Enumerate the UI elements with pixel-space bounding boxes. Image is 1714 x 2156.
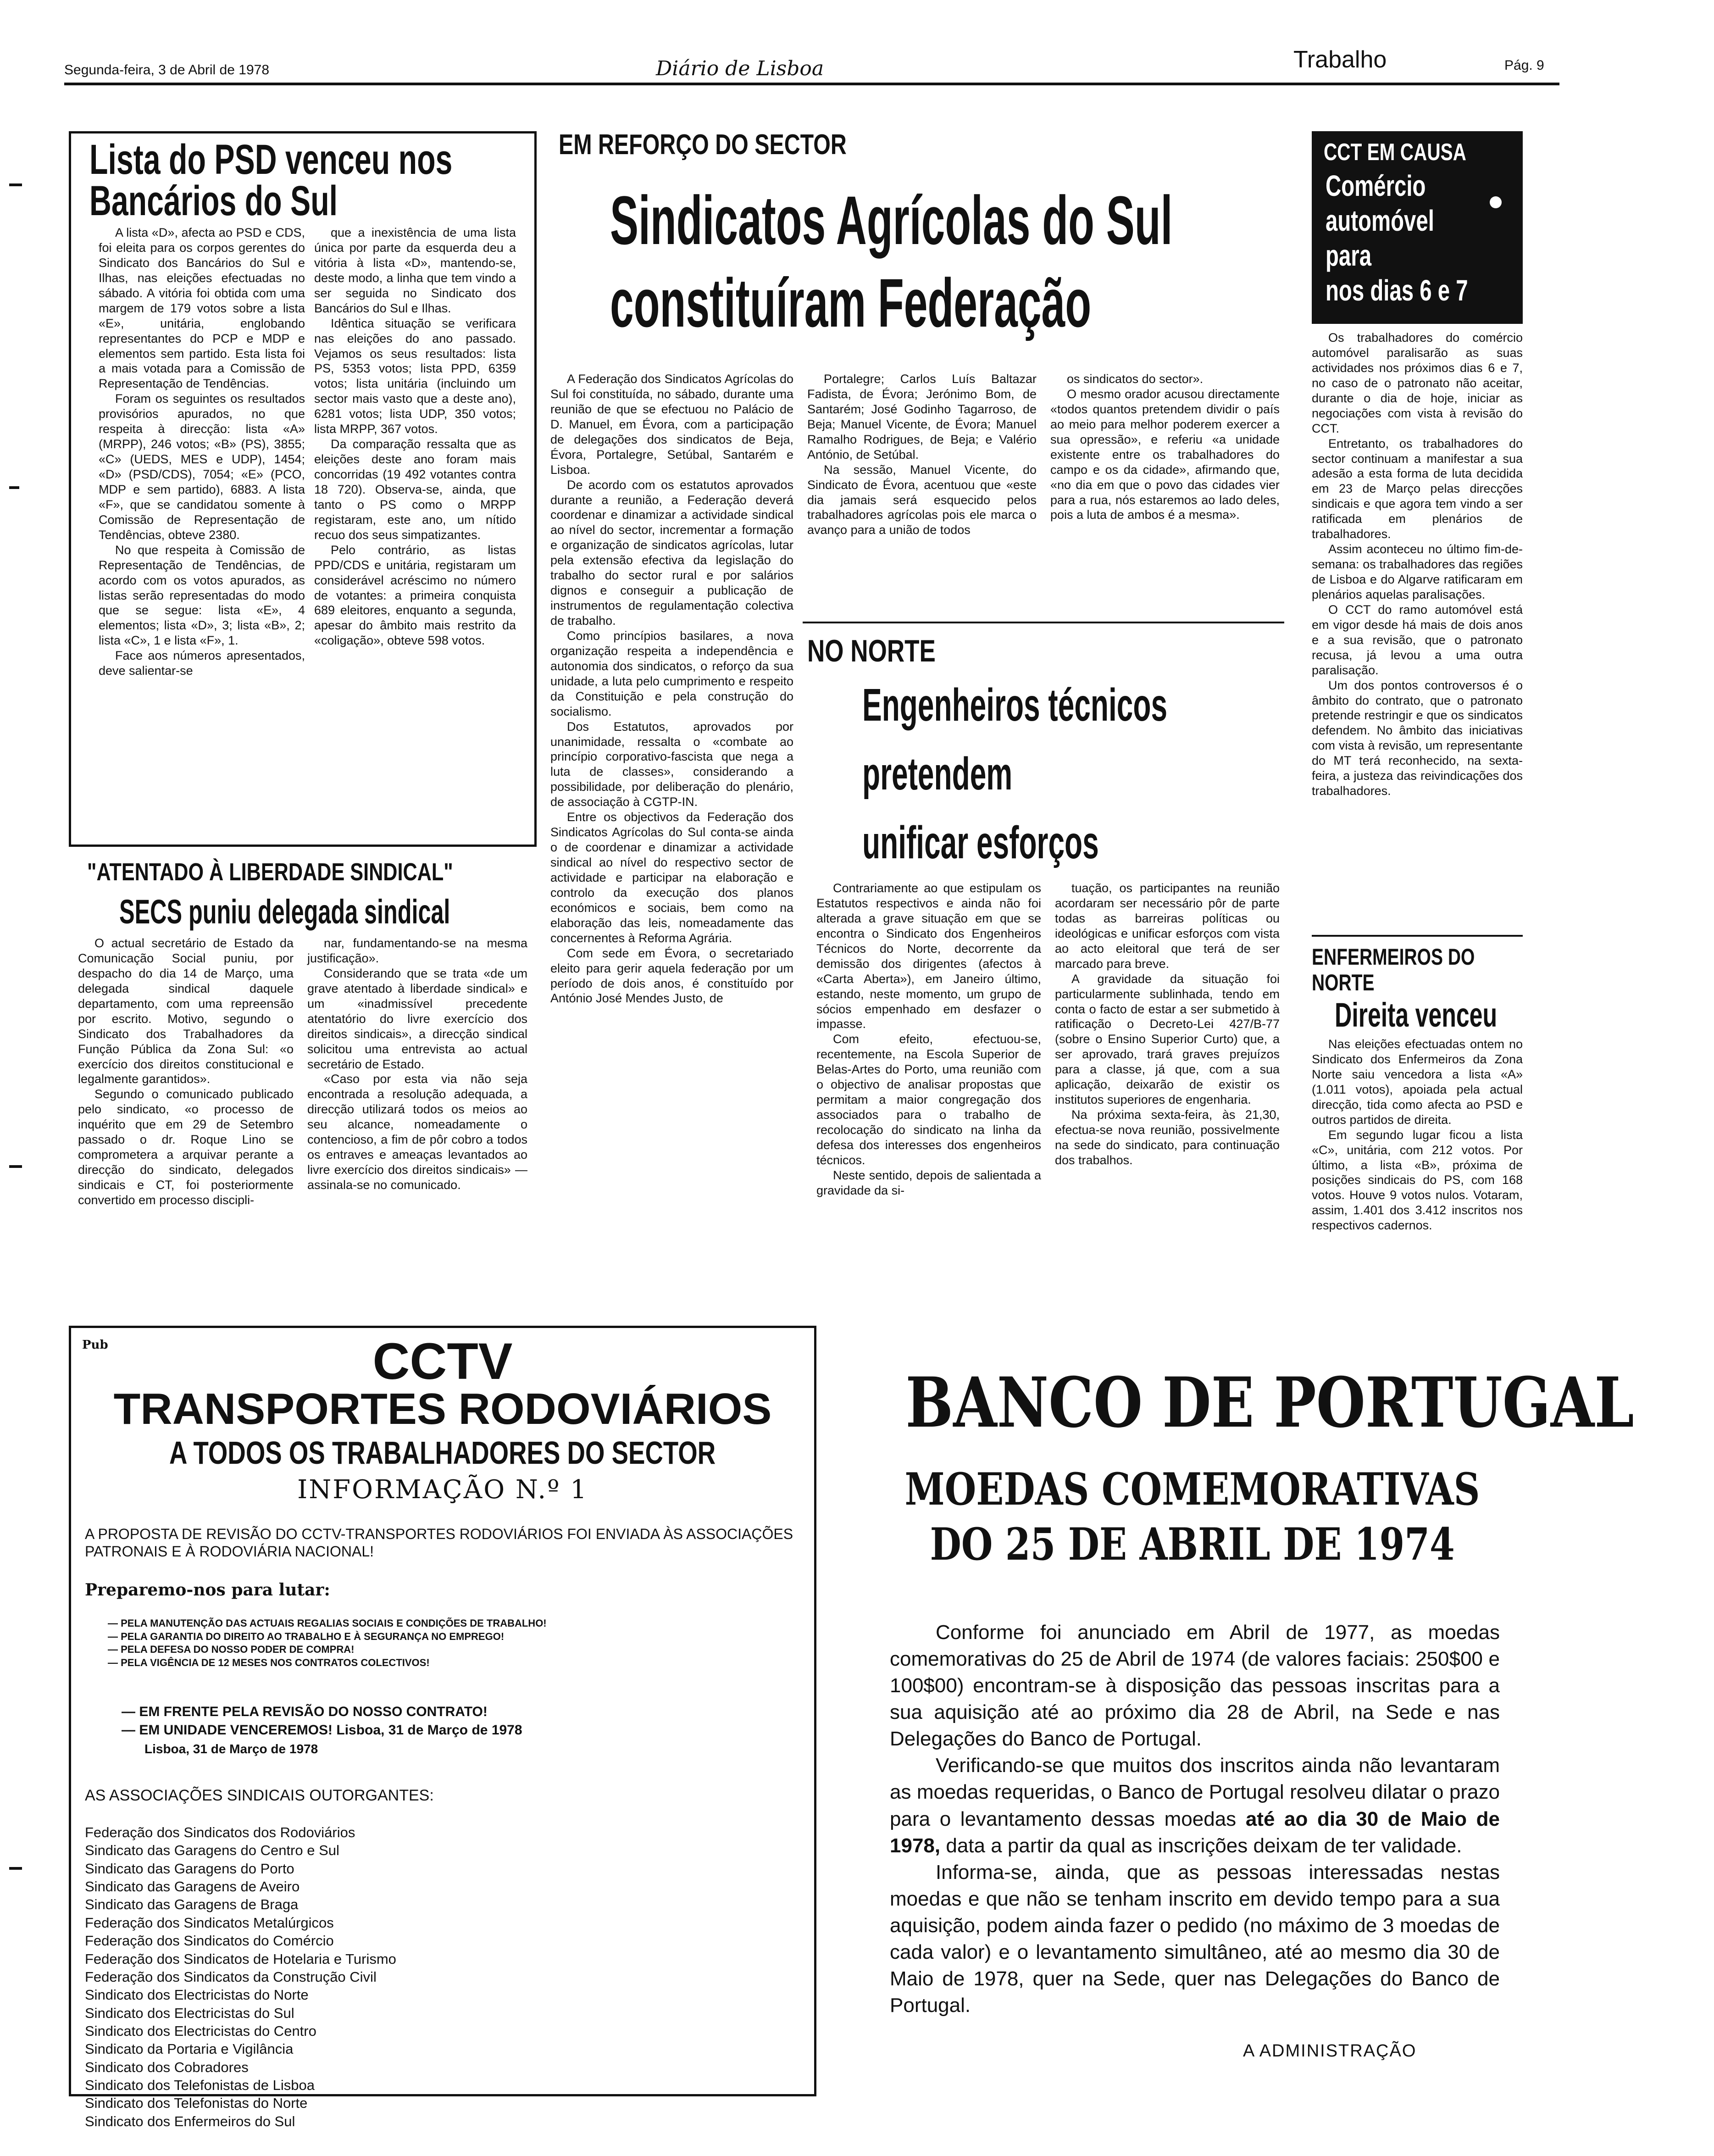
- list-item: Sindicato das Garagens do Centro e Sul: [85, 1842, 339, 1859]
- list-item: Federação dos Sindicatos dos Rodoviários: [85, 1824, 355, 1840]
- list-item: Sindicato dos Electricistas do Sul: [85, 2005, 294, 2021]
- list-item: Sindicato das Garagens de Braga: [85, 1896, 299, 1913]
- cctv-slogan-2: — EM UNIDADE VENCEREMOS! Lisboa, 31 de Março de 1978: [122, 1723, 522, 1738]
- header-date: Segunda-feira, 3 de Abril de 1978: [64, 62, 269, 78]
- margin-mark: [9, 1165, 22, 1168]
- cctv-pub-label: Pub: [82, 1338, 108, 1352]
- banco-signature: A ADMINISTRAÇÃO: [1243, 2041, 1417, 2061]
- banco-ad: [826, 1326, 1634, 2096]
- cct-title-3: para: [1326, 239, 1372, 272]
- list-item: Sindicato das Garagens do Porto: [85, 1860, 294, 1877]
- cctv-slogan-1: — EM FRENTE PELA REVISÃO DO NOSSO CONTRATO!: [122, 1704, 488, 1719]
- secs-article: [69, 858, 537, 1317]
- cct-kicker: CCT EM CAUSA: [1324, 139, 1466, 166]
- psd-article: [69, 131, 537, 847]
- enf-article: [1312, 940, 1523, 1317]
- list-item: Federação dos Sindicatos Metalúrgicos: [85, 1914, 334, 1931]
- margin-mark: [9, 183, 22, 186]
- enf-body: Nas eleições efectuadas ontem no Sindicato dos Enfermeiros da Zona Norte saiu vencedora a lista «A» (1.011 votos), apoiada pela actual direcção, tida como afecta ao PSD e outros partidos de direita. Em segundo lugar ficou a lista «C», unitária, com 212 votos. Por último, a lista «B», próxima de posições sindicais do PS, com 168 votos. Houve 9 votos nulos. Votaram, assim, 1.401 dos 3.412 inscritos nos respectivos cadernos.: [1312, 1037, 1523, 1233]
- column-rule: [1312, 935, 1523, 937]
- enf-title: Direita venceu: [1335, 996, 1498, 1034]
- header-section: Trabalho: [1293, 46, 1387, 73]
- banco-sub-1: MOEDAS COMEMORATIVAS: [905, 1463, 1480, 1515]
- bullet-dot-icon: [1490, 196, 1502, 208]
- psd-col-2: que a inexistência de uma lista única por parte da esquerda deu a vitória à lista «D», mantendo-se, deste modo, a linha que tem vindo a ser seguida no Sindicato dos Bancários do Sul e Ilhas. Idêntica situação se verificara nas eleições do ano passado. Vejamos os seus resultados: lista PS, 5353 votos; lista PPD, 6359 votos; lista unitária (incluindo um sector mais vasto que a deste ano), 6281 votos; lista UDP, 350 votos; lista MRPP, 367 votos. Da comparação ressalta que as eleições deste ano foram mais concorridas (19 492 votantes contra 18 720). Observa-se, ainda, que tanto o PS como o MRPP registaram, este ano, um nítido recuo dos seus simpatizantes. Pelo contrário, as listas PPD/CDS e unitária, registaram um considerável acréscimo no número de votantes: a primeira conquista 689 eleitores, enquanto a segunda, apesar do âmbito mais restrito da «coligação», obteve 598 votos.: [314, 226, 516, 648]
- list-item: Sindicato dos Telefonistas de Lisboa: [85, 2077, 315, 2094]
- list-item: Sindicato dos Cobradores: [85, 2059, 249, 2075]
- cctv-info: INFORMAÇÃO N.º 1: [297, 1475, 588, 1505]
- list-item: Sindicato dos Enfermeiros do Sul: [85, 2113, 295, 2129]
- cctv-title-1: CCTV: [372, 1333, 513, 1390]
- cctv-point: — PELA GARANTIA DO DIREITO AO TRABALHO E À SEGURANÇA NO EMPREGO!: [108, 1630, 505, 1642]
- cctv-date: Lisboa, 31 de Março de 1978: [144, 1742, 318, 1756]
- cctv-intro: A PROPOSTA DE REVISÃO DO CCTV-TRANSPORTES RODOVIÁRIOS FOI ENVIADA ÀS ASSOCIAÇÕES PATRONAIS E À RODOVIÁRIA NACIONAL!: [85, 1526, 793, 1560]
- banco-title: BANCO DE PORTUGAL: [905, 1362, 1634, 1443]
- list-item: Federação dos Sindicatos da Construção Civil: [85, 1968, 377, 1985]
- agri-col-3: os sindicatos do sector». O mesmo orador acusou directamente «todos quantos pretendem dividir o país ao meio para melhor poderem exercer a sua opressão», e referiu «a unidade existente entre os trabalhadores do campo e os da cidade», afirmando que, «no dia em que o povo das cidades vier para a rua, nós estaremos ao lado deles, pois a luta de ambos é a mesma».: [1050, 372, 1280, 522]
- psd-title: Lista do PSD venceu nos Bancários do Sul: [89, 136, 453, 224]
- cctv-title-3: A TODOS OS TRABALHADORES DO SECTOR: [169, 1435, 716, 1471]
- cctv-ad: [69, 1326, 816, 2129]
- secs-col-2: nar, fundamentando-se na mesma justificação». Considerando que se trata «de um grave atentado à liberdade sindical» e um «inadmissível precedente atentatório do livre exercício dos direitos sindicais», a direcção sindical solicitou uma entrevista ao actual secretário de Estado. «Caso por esta via não seja encontrada a resolução adequada, a direcção utilizará todos os meios ao seu alcance, nomeadamente o contencioso, a fim de pôr cobro a todos os entraves e ameaças levantados ao livre exercício dos direitos sindicais» — assinala-se no comunicado.: [307, 936, 527, 1192]
- cctv-points: [108, 1617, 750, 1669]
- agri-title-2: constituíram Federação: [610, 264, 1092, 341]
- page-number: Pág. 9: [1504, 58, 1544, 73]
- cctv-point: — PELA MANUTENÇÃO DAS ACTUAIS REGALIAS SOCIAIS E CONDIÇÕES DE TRABALHO!: [108, 1617, 547, 1629]
- margin-mark: [9, 486, 19, 489]
- norte-col-2: tuação, os participantes na reunião acordaram ser necessário pôr de parte todas as barreiras políticas ou ideológicas e unificar esforços com vista ao acto eleitoral que terá de ser marcado para breve. A gravidade da situação foi particularmente sublinhada, tendo em conta o facto de estar a ser submetido à ratificação o Decreto-Lei 427/B-77 (sobre o Ensino Superior Curto) que, a ser aprovado, trará graves prejuízos para a classe, já que, com a sua aplicação, deixarão de existir os institutos superiores de engenharia. Na próxima sexta-feira, às 21,30, efectua-se nova reunião, possivelmente na sede do sindicato, para continuação dos trabalhos.: [1055, 881, 1280, 1167]
- list-item: Sindicato dos Electricistas do Norte: [85, 1987, 309, 2003]
- cctv-point: — PELA DEFESA DO NOSSO PODER DE COMPRA!: [108, 1644, 355, 1656]
- norte-title-1: Engenheiros técnicos: [862, 679, 1168, 731]
- margin-mark: [9, 1867, 22, 1870]
- list-item: Sindicato dos Telefonistas do Norte: [85, 2095, 308, 2112]
- agri-col-1: A Federação dos Sindicatos Agrícolas do Sul foi constituída, no sábado, durante uma reunião de que se efectuou no Palácio de D. Manuel, em Évora, com a participação de delegações dos sindicatos de Beja, Évora, Portalegre, Setúbal, Santarém e Lisboa. De acordo com os estatutos aprovados durante a reunião, a Federação deverá coordenar e dinamizar a actividade sindical ao nível do sector, incrementar a formação e organização de sindicatos agrícolas, lutar pela extensão efectiva da legislação do trabalho do sector rural e por salários dignos e conseguir a publicação de instrumentos de regulamentação colectiva de trabalho. Como princípios basilares, a nova organização respeita a independência e autonomia dos sindicatos, o reforço da sua unidade, a luta pelo cumprimento e respeito da Constituição e pela construção do socialismo. Dos Estatutos, aprovados por unanimidade, ressalta o «combate ao princípio corporativo-fascista que nega a luta de classes», considerando a possibilidade, por deliberação do plenário, de associação à CGTP-IN. Entre os objectivos da Federação dos Sindicatos Agrícolas do Sul conta-se ainda o de coordenar e dinamizar a actividade sindical ao nível do respectivo sector de actividade e participar na elaboração e controlo da execução dos planos económicos e sociais, bem como na elaboração das leis, nomeadamente das concernentes à Reforma Agrária. Com sede em Évora, o secretariado eleito para gerir aquela federação por um período de dois anos, é constituído por António José Mendes Justo, de: [550, 372, 793, 1006]
- banco-sub-2: DO 25 DE ABRIL DE 1974: [930, 1518, 1455, 1570]
- cct-title-1: Comércio: [1326, 169, 1426, 202]
- column-rule: [803, 622, 1284, 623]
- cctv-prep: Preparemo-nos para lutar:: [85, 1580, 330, 1600]
- norte-col-1: Contrariamente ao que estipulam os Estatutos respectivos e ainda não foi alterada a grave situação em que se encontra o Sindicato dos Engenheiros Técnicos do Norte, decorrente da demissão dos dirigentes (afectos à «Carta Aberta»), em Janeiro último, estando, neste momento, um grupo de sócios empenhado em desfazer o impasse. Com efeito, efectuou-se, recentemente, na Escola Superior de Belas-Artes do Porto, uma reunião com o objectivo de analisar propostas que permitam a maior congregação dos associados para o trabalho de recolocação do sindicato na linha da defesa dos interesses dos engenheiros técnicos. Neste sentido, depois de salientada a gravidade da si-: [816, 881, 1041, 1197]
- list-item: Federação dos Sindicatos do Comércio: [85, 1933, 334, 1949]
- list-item: Sindicato dos Electricistas do Centro: [85, 2023, 316, 2039]
- norte-title-3: unificar esforços: [862, 817, 1099, 868]
- cctv-point: — PELA VIGÊNCIA DE 12 MESES NOS CONTRATOS COLECTIVOS!: [108, 1656, 430, 1668]
- cct-box: [1312, 131, 1523, 324]
- secs-kicker: "ATENTADO À LIBERDADE SINDICAL": [87, 858, 453, 886]
- norte-kicker: NO NORTE: [807, 633, 936, 668]
- norte-title-2: pretendem: [862, 748, 1013, 800]
- agri-title-1: Sindicatos Agrícolas do Sul: [610, 182, 1173, 259]
- psd-col-1: A lista «D», afecta ao PSD e CDS, foi eleita para os corpos gerentes do Sindicato dos Bancários do Sul e Ilhas, nas eleições efectuadas no sábado. A vitória foi obtida com uma margem de 179 votos sobre a lista «E», unitária, englobando representantes do PCP e MDP e elementos sem partido. Esta lista foi a mais votada para a Comissão de Representação de Tendências. Foram os seguintes os resultados provisórios apurados, no que respeita à direcção: lista «A» (MRPP), 246 votos; «B» (PS), 3855; «C» (UEDS, MES e UDP), 1454; «D» (PSD/CDS), 7054; «E» (PCO, MDP e sem partido), 6883. A lista «F», que se candidatou somente à Comissão de Representação de Tendências, obteve 2380. No que respeita à Comissão de Representação de Tendências, de acordo com os votos apurados, as listas serão representadas do modo que se segue: lista «E», 4 elementos; lista «D», 3; lista «B», 2; lista «C», 1 e lista «F», 1. Face aos números apresentados, deve salientar-se: [99, 226, 305, 678]
- header-rule: [64, 83, 1559, 85]
- agri-kicker: EM REFORÇO DO SECTOR: [559, 129, 847, 161]
- list-item: Federação dos Sindicatos de Hotelaria e Turismo: [85, 1950, 396, 1967]
- list-item: Sindicato da Portaria e Vigilância: [85, 2041, 294, 2057]
- cctv-assoc-title: AS ASSOCIAÇÕES SINDICAIS OUTORGANTES:: [85, 1787, 434, 1804]
- cct-body: Os trabalhadores do comércio automóvel paralisarão as suas actividades nos próximos dias 6 e 7, no caso de o patronato não aceitar, durante o dia de hoje, iniciar as negociações com vista à revisão do CCT. Entretanto, os trabalhadores do sector continuam a manifestar a sua adesão a esta forma de luta decidida em 23 de Março pelas direcções sindicais e que agora tem vindo a ser ratificada em plenários de trabalhadores. Assim aconteceu no último fim-de-semana: os trabalhadores das regiões de Lisboa e do Algarve ratificaram em plenários aquelas paralisações. O CCT do ramo automóvel está em vigor desde há mais de dois anos e a sua revisão, que o patronato recusa, já levou a uma outra paralisação. Um dos pontos controversos é o âmbito do contrato, que o patronato pretende restringir e que os sindicatos defendem. No âmbito das iniciativas com vista à revisão, um representante do MT terá reconhecido, na sexta-feira, a justeza das reivindicações dos trabalhadores.: [1312, 331, 1523, 798]
- cctv-title-2: TRANSPORTES RODOVIÁRIOS: [113, 1384, 772, 1434]
- cct-title-2: automóvel: [1326, 204, 1434, 237]
- agri-col-2: Portalegre; Carlos Luís Baltazar Fadista, de Évora; Jerónimo Bom, de Santarém; José Godinho Tagarroso, de Beja; Manuel Vicente, de Évora; Manuel Ramalho Rodrigues, de Beja; e Valério António, de Setúbal. Na sessão, Manuel Vicente, do Sindicato de Évora, acentuou que «este dia jamais será esquecido pelos trabalhadores agrícolas pois ele marca o avanço para a união de todos: [807, 372, 1037, 537]
- cct-title-4: nos dias 6 e 7: [1326, 274, 1468, 307]
- list-item: Sindicato das Garagens de Aveiro: [85, 1878, 300, 1895]
- secs-col-1: O actual secretário de Estado da Comunicação Social puniu, por despacho do dia 14 de Março, uma delegada sindical daquele departamento, com uma repreensão por escrito. Motivo, segundo o Sindicato dos Trabalhadores da Função Pública da Zona Sul: «o exercício dos direitos constitucional e legalmente garantidos». Segundo o comunicado publicado pelo sindicato, «o processo de inquérito que em 29 de Setembro passado o dr. Roque Lino se comprometera a arquivar perante a direcção do sindicato, delegados sindicais e CT, foi posteriormente convertido em processo discipli-: [78, 936, 294, 1207]
- norte-article: [807, 628, 1284, 1317]
- page-header: [64, 46, 1559, 87]
- secs-title: SECS puniu delegada sindical: [119, 893, 450, 931]
- banco-body: Conforme foi anunciado em Abril de 1977, as moedas comemorativas do 25 de Abril de 1974 (de valores faciais: 250$00 e 100$00) encontram-se à disposição das pessoas inscritas para a sua aquisição até ao próximo dia 28 de Abril, na Sede e nas Delegações do Banco de Portugal. Verificando-se que muitos dos inscritos ainda não levantaram as moedas requeridas, o Banco de Portugal resolveu dilatar o prazo para o levantamento dessas moedas até ao dia 30 de Maio de 1978, data a partir da qual as inscrições deixam de ter validade. Informa-se, ainda, que as pessoas interessadas nestas moedas e que não se tenham inscrito em devido tempo para a sua aquisição, podem ainda fazer o pedido (no máximo de 3 moedas de cada valor) e o levantamento simultâneo, até ao mesmo dia 30 de Maio de 1978, quer na Sede, quer nas Delegações do Banco de Portugal.: [890, 1621, 1500, 2017]
- enf-kicker: ENFERMEIROS DO NORTE: [1312, 944, 1475, 995]
- masthead: Diário de Lisboa: [656, 57, 824, 80]
- cctv-assoc-list: [85, 1823, 727, 2130]
